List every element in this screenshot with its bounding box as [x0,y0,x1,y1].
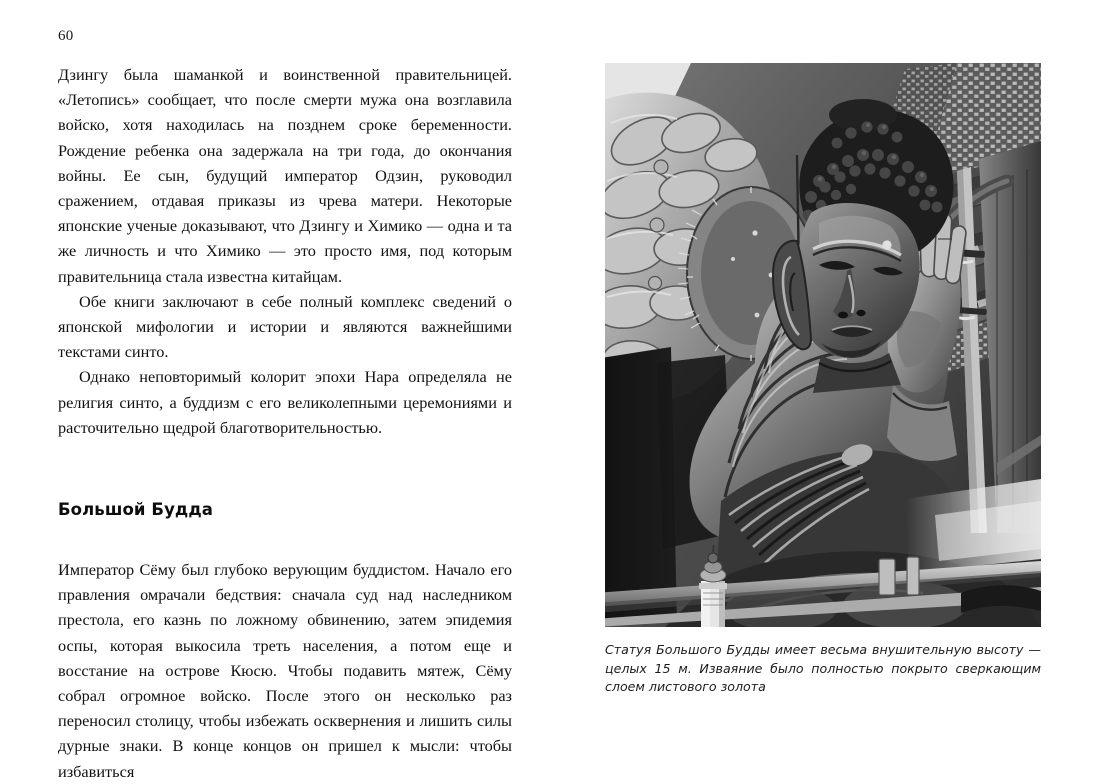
figure [605,63,1041,697]
body-paragraph: Обе книги заключают в себе полный комплекс сведений о японской мифологии и истории и являются важнейшими текстами синто. [58,291,512,362]
body-paragraph: Дзингу была шаманкой и воинственной правительницей. «Летопись» сообщает, что после смерти мужа она возглавила войско, хотя находилась на позднем сроке беременности. Рождение ребенка она задержала на три года, до окончания войны. Ее сын, будущий император Одзин, руководил сражением, отдавая приказы из чрева матери. Некоторые японские ученые доказывают, что Дзингу и Химико — одна и та же личность и что Химико — это просто имя, под которым правительница стала известна китайцам. [58,65,512,286]
figure-caption: Статуя Большого Будды имеет весьма внушительную высоту — целых 15 м. Изваяние было полностью покрыто сверкающим слоем листового золота [605,642,1041,695]
photograph [605,63,1041,627]
body-paragraph: Император Сёму был глубоко верующим буддистом. Начало его правления омрачали бедствия: сначала суд над наследником престола, его казнь по ложному обвинению, затем эпидемия оспы, которая выкосила треть населения, а потом еще и восстание на острове Кюсю. Чтобы подавить мятеж, Сёму собрал огромное войско. После этого он несколько раз переносил столицу, чтобы избежать осквернения и лишить силы дурные знаки. В конце концов он пришел к мысли: чтобы избавиться [58,560,512,781]
text-column [58,62,512,784]
great-buddha-photo-illustration [605,63,1041,627]
page-number: 60 [58,28,74,44]
body-paragraph: Однако неповторимый колорит эпохи Нара определяла не религия синто, а буддизм с его великолепными церемониями и расточительно щедрой благотворительностью. [58,367,512,437]
spacer [58,519,512,557]
spacer [58,440,512,500]
section-heading: Большой Будда [58,500,214,520]
